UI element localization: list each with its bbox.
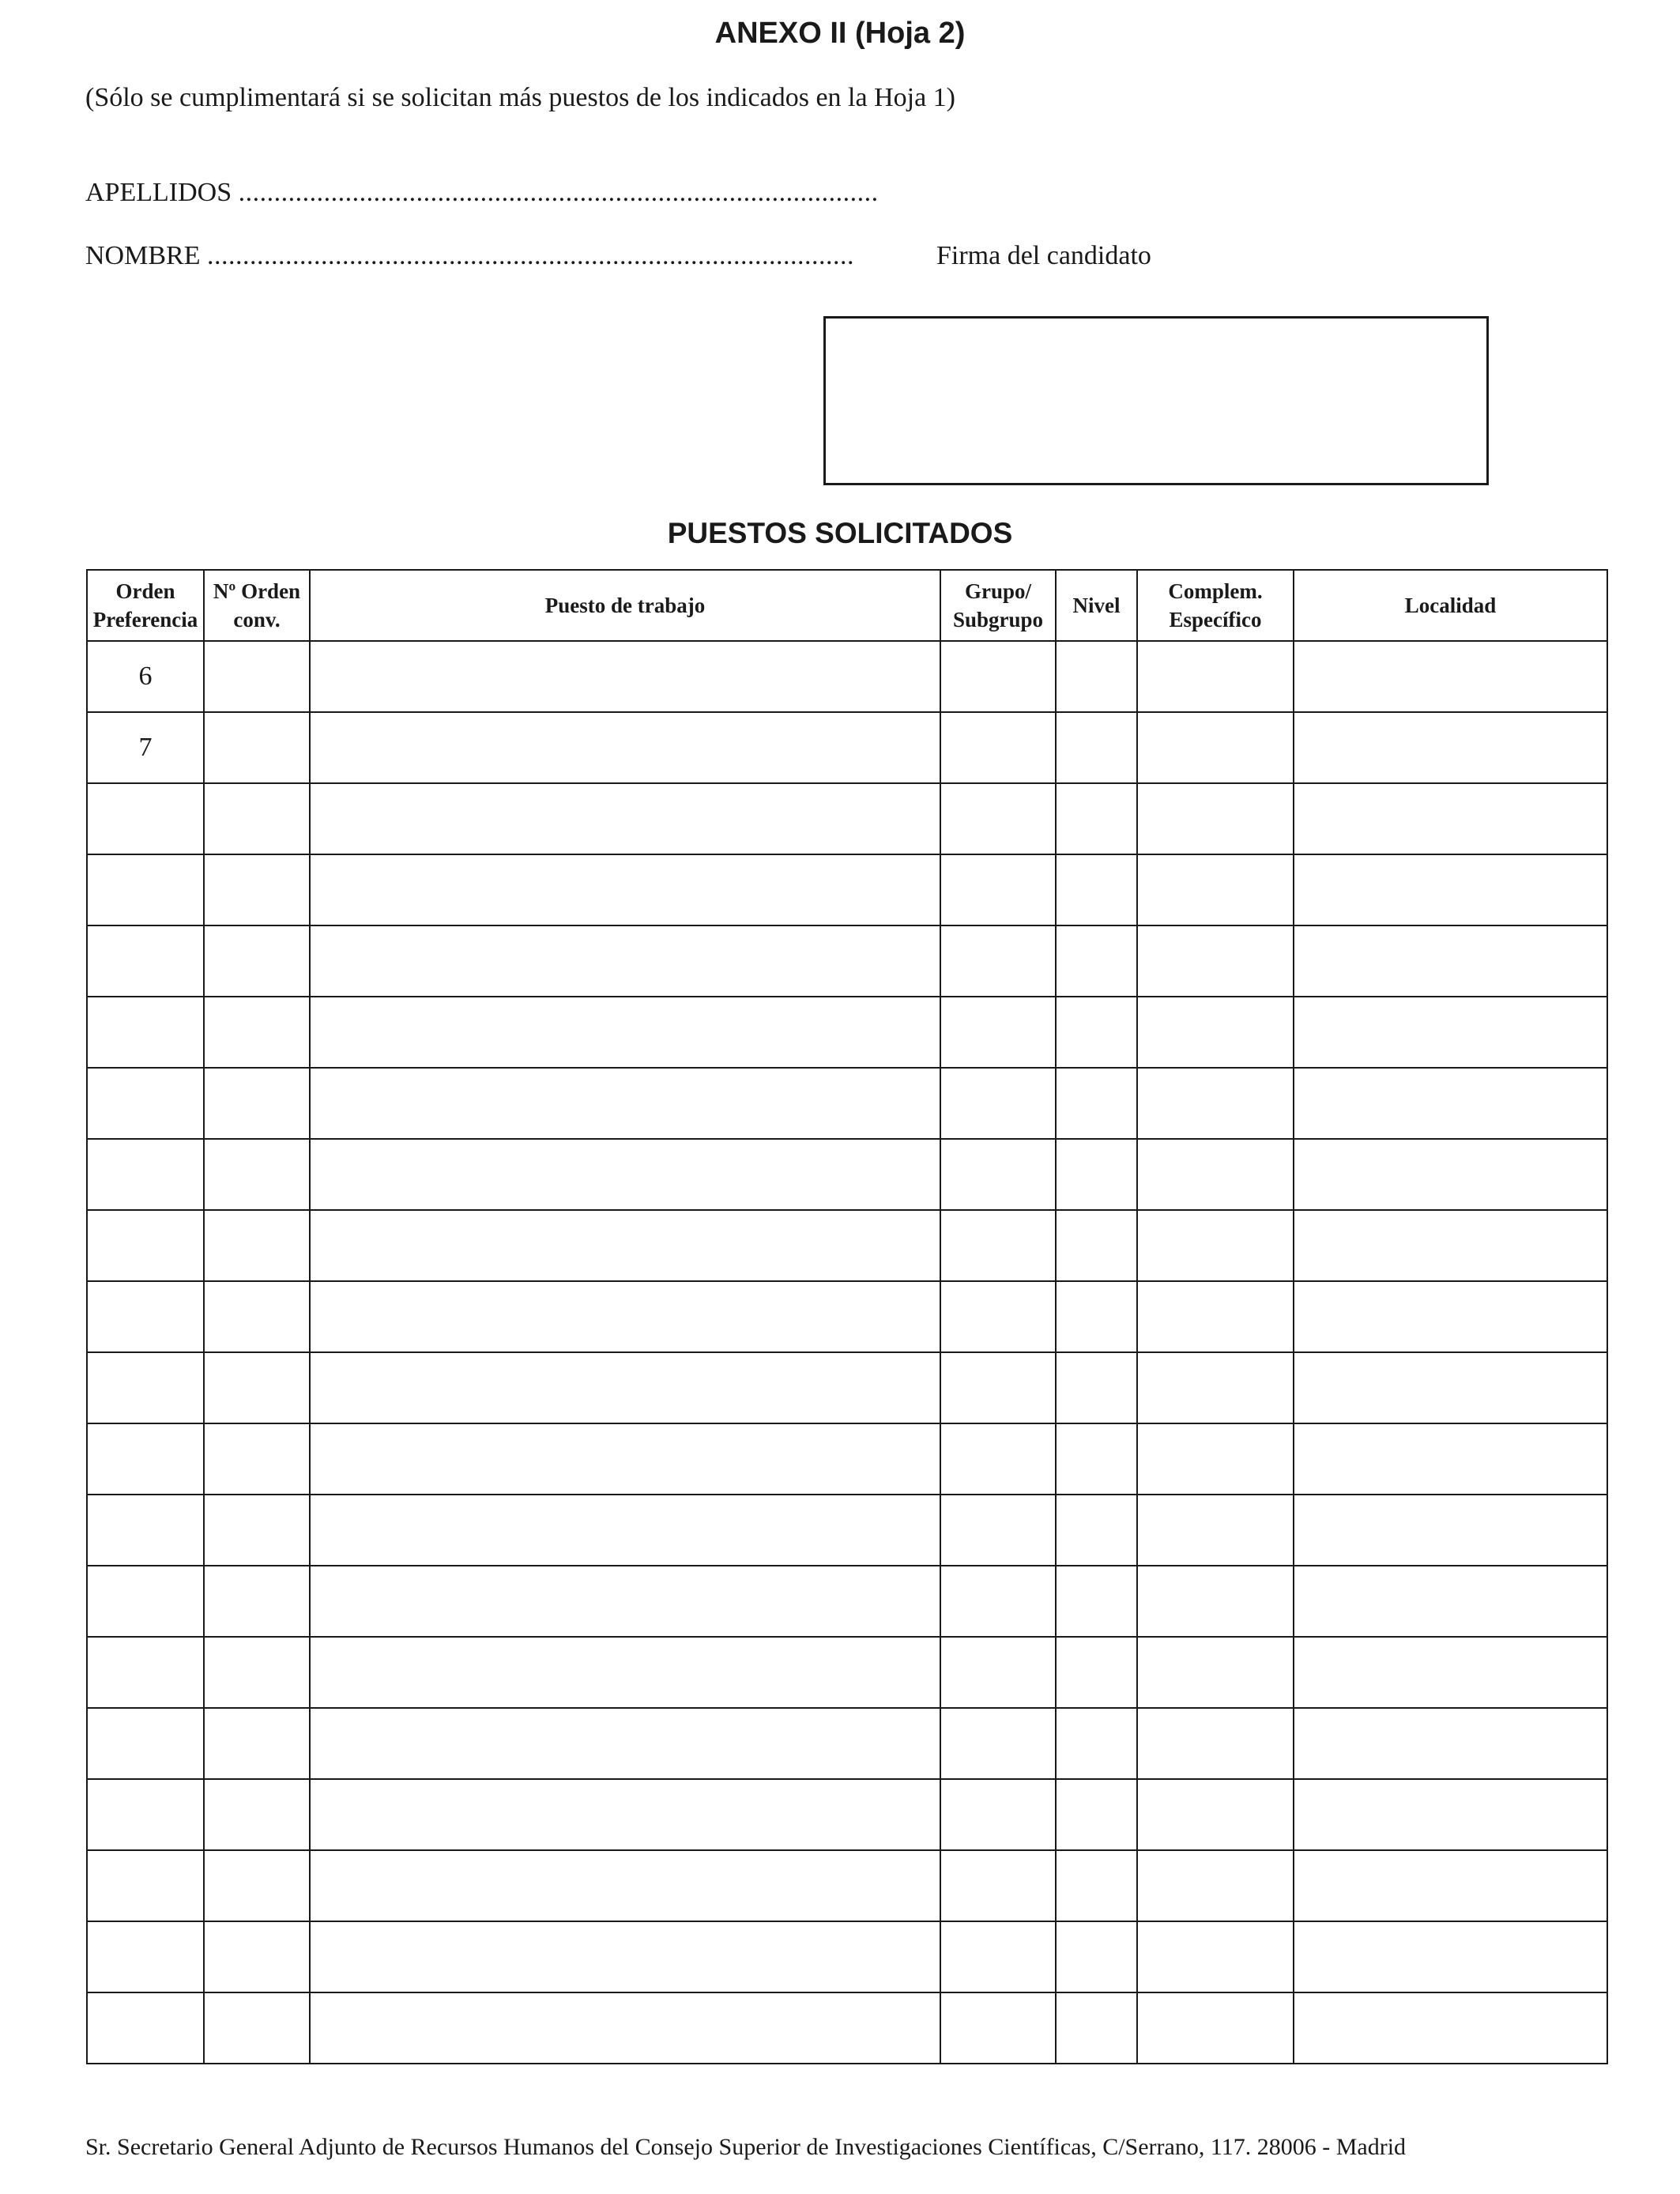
cell-n-orden-conv[interactable] [204,1139,310,1210]
cell-complem-especifico[interactable] [1137,1068,1294,1139]
table-row [87,1921,1607,1992]
cell-complem-especifico[interactable] [1137,1423,1294,1495]
cell-puesto-de-trabajo[interactable] [310,783,940,854]
cell-puesto-de-trabajo[interactable] [310,1850,940,1921]
cell-orden-preferencia[interactable] [87,1992,204,2064]
cell-nivel[interactable] [1056,1992,1137,2064]
cell-nivel[interactable] [1056,925,1137,997]
cell-orden-preferencia[interactable] [87,1708,204,1779]
cell-complem-especifico[interactable] [1137,1992,1294,2064]
header-orden-preferencia [87,570,204,641]
cell-grupo-subgrupo[interactable] [940,1779,1056,1850]
cell-nivel[interactable] [1056,1352,1137,1423]
cell-localidad[interactable] [1294,1139,1607,1210]
cell-orden-preferencia[interactable] [87,1850,204,1921]
cell-nivel[interactable] [1056,641,1137,712]
table-row [87,1139,1607,1210]
cell-puesto-de-trabajo[interactable] [310,1495,940,1566]
cell-puesto-de-trabajo[interactable] [310,1210,940,1281]
positions-table-body [87,641,1607,2064]
cell-n-orden-conv[interactable] [204,1921,310,1992]
cell-grupo-subgrupo[interactable] [940,1566,1056,1637]
cell-nivel[interactable] [1056,1139,1137,1210]
cell-puesto-de-trabajo[interactable] [310,1992,940,2064]
header-complem-line2: Específico [1169,608,1262,631]
cell-puesto-de-trabajo[interactable] [310,641,940,712]
apellidos-field[interactable] [85,174,879,212]
header-puesto-de-trabajo: Puesto de trabajo [310,570,940,641]
cell-grupo-subgrupo[interactable] [940,641,1056,712]
cell-orden-preferencia[interactable] [87,925,204,997]
nombre-label: NOMBRE [85,241,201,270]
cell-nivel[interactable] [1056,854,1137,925]
positions-table-title: PUESTOS SOLICITADOS [667,517,1013,549]
cell-puesto-de-trabajo[interactable] [310,997,940,1068]
cell-localidad[interactable] [1294,1068,1607,1139]
cell-orden-preferencia[interactable] [87,1921,204,1992]
signature-label: Firma del candidato [936,241,1151,270]
cell-localidad[interactable] [1294,1566,1607,1637]
positions-table [86,569,1608,2064]
cell-nivel[interactable] [1056,1068,1137,1139]
cell-n-orden-conv[interactable] [204,1708,310,1779]
cell-n-orden-conv[interactable] [204,1210,310,1281]
cell-complem-especifico[interactable] [1137,1779,1294,1850]
header-complem-line1: Complem. [1168,579,1263,603]
table-row [87,1068,1607,1139]
cell-localidad[interactable] [1294,712,1607,783]
cell-puesto-de-trabajo[interactable] [310,1566,940,1637]
cell-nivel[interactable] [1056,783,1137,854]
cell-localidad[interactable] [1294,997,1607,1068]
cell-grupo-subgrupo[interactable] [940,997,1056,1068]
cell-n-orden-conv[interactable] [204,1495,310,1566]
header-grupo-subgrupo [940,570,1056,641]
cell-localidad[interactable] [1294,783,1607,854]
cell-grupo-subgrupo[interactable] [940,1139,1056,1210]
cell-localidad[interactable] [1294,1708,1607,1779]
table-header-row [87,570,1607,641]
cell-complem-especifico[interactable] [1137,1566,1294,1637]
cell-n-orden-conv[interactable] [204,783,310,854]
cell-n-orden-conv[interactable] [204,1566,310,1637]
cell-localidad[interactable] [1294,1921,1607,1992]
table-row [87,854,1607,925]
cell-complem-especifico[interactable] [1137,1850,1294,1921]
cell-complem-especifico[interactable] [1137,641,1294,712]
cell-complem-especifico[interactable] [1137,854,1294,925]
cell-n-orden-conv[interactable] [204,997,310,1068]
cell-complem-especifico[interactable] [1137,1210,1294,1281]
cell-localidad[interactable] [1294,641,1607,712]
cell-orden-preferencia[interactable]: 7 [87,712,204,783]
cell-nivel[interactable] [1056,1850,1137,1921]
cell-orden-preferencia[interactable] [87,1068,204,1139]
header-n-orden-conv [204,570,310,641]
cell-puesto-de-trabajo[interactable] [310,1281,940,1352]
cell-n-orden-conv[interactable] [204,1281,310,1352]
cell-nivel[interactable] [1056,712,1137,783]
header-n-orden-conv-line1: Nº Orden [213,579,301,603]
table-row [87,1281,1607,1352]
cell-nivel[interactable] [1056,1423,1137,1495]
cell-orden-preferencia[interactable] [87,783,204,854]
cell-puesto-de-trabajo[interactable] [310,1068,940,1139]
cell-complem-especifico[interactable] [1137,1637,1294,1708]
cell-grupo-subgrupo[interactable] [940,1210,1056,1281]
table-row [87,641,1607,712]
apellidos-dotted-line: .......................................................................................... [238,178,879,207]
instruction-note: (Sólo se cumplimentará si se solicitan más puestos de los indicados en la Hoja 1) [85,83,955,112]
cell-localidad[interactable] [1294,1281,1607,1352]
cell-n-orden-conv[interactable] [204,712,310,783]
cell-localidad[interactable] [1294,1637,1607,1708]
cell-grupo-subgrupo[interactable] [940,1992,1056,2064]
cell-grupo-subgrupo[interactable] [940,712,1056,783]
signature-box[interactable] [823,316,1489,485]
cell-puesto-de-trabajo[interactable] [310,1423,940,1495]
cell-nivel[interactable] [1056,1637,1137,1708]
cell-orden-preferencia[interactable] [87,1566,204,1637]
cell-grupo-subgrupo[interactable] [940,1068,1056,1139]
cell-complem-especifico[interactable] [1137,1495,1294,1566]
cell-grupo-subgrupo[interactable] [940,1850,1056,1921]
cell-localidad[interactable] [1294,1495,1607,1566]
cell-complem-especifico[interactable] [1137,1708,1294,1779]
cell-puesto-de-trabajo[interactable] [310,712,940,783]
cell-n-orden-conv[interactable] [204,1637,310,1708]
table-row [87,1423,1607,1495]
cell-nivel[interactable] [1056,1495,1137,1566]
nombre-dotted-line: ........................................................................................... [206,241,854,270]
cell-localidad[interactable] [1294,1850,1607,1921]
cell-n-orden-conv[interactable] [204,1992,310,2064]
header-localidad: Localidad [1294,570,1607,641]
cell-orden-preferencia[interactable] [87,1210,204,1281]
table-row [87,1779,1607,1850]
cell-localidad[interactable] [1294,1210,1607,1281]
cell-grupo-subgrupo[interactable] [940,854,1056,925]
cell-orden-preferencia[interactable] [87,854,204,925]
cell-n-orden-conv[interactable] [204,1068,310,1139]
cell-puesto-de-trabajo[interactable] [310,854,940,925]
cell-complem-especifico[interactable] [1137,925,1294,997]
cell-complem-especifico[interactable] [1137,1139,1294,1210]
cell-n-orden-conv[interactable] [204,1779,310,1850]
table-row [87,1637,1607,1708]
cell-n-orden-conv[interactable] [204,1850,310,1921]
cell-orden-preferencia[interactable] [87,1423,204,1495]
cell-grupo-subgrupo[interactable] [940,1352,1056,1423]
cell-complem-especifico[interactable] [1137,997,1294,1068]
cell-nivel[interactable] [1056,1779,1137,1850]
table-row [87,1495,1607,1566]
footer-address: Sr. Secretario General Adjunto de Recursos Humanos del Consejo Superior de Investigaciones Científicas, C/Serrano, 117. 28006 - Madrid [85,2134,1407,2160]
cell-complem-especifico[interactable] [1137,712,1294,783]
cell-grupo-subgrupo[interactable] [940,1423,1056,1495]
cell-localidad[interactable] [1294,1779,1607,1850]
nombre-field[interactable] [85,237,854,275]
cell-grupo-subgrupo[interactable] [940,1708,1056,1779]
cell-orden-preferencia[interactable]: 6 [87,641,204,712]
cell-complem-especifico[interactable] [1137,1921,1294,1992]
table-row [87,712,1607,783]
cell-orden-preferencia[interactable] [87,1281,204,1352]
cell-orden-preferencia[interactable] [87,1352,204,1423]
header-orden-preferencia-line1: Orden [115,579,175,603]
cell-nivel[interactable] [1056,1210,1137,1281]
cell-puesto-de-trabajo[interactable] [310,1352,940,1423]
cell-puesto-de-trabajo[interactable] [310,1921,940,1992]
cell-grupo-subgrupo[interactable] [940,925,1056,997]
cell-n-orden-conv[interactable] [204,854,310,925]
cell-localidad[interactable] [1294,1992,1607,2064]
cell-localidad[interactable] [1294,854,1607,925]
cell-complem-especifico[interactable] [1137,1281,1294,1352]
cell-n-orden-conv[interactable] [204,925,310,997]
cell-complem-especifico[interactable] [1137,783,1294,854]
header-orden-preferencia-line2: Preferencia [92,608,198,631]
cell-nivel[interactable] [1056,997,1137,1068]
cell-puesto-de-trabajo[interactable] [310,1779,940,1850]
cell-grupo-subgrupo[interactable] [940,1495,1056,1566]
table-row [87,1708,1607,1779]
cell-grupo-subgrupo[interactable] [940,1637,1056,1708]
cell-nivel[interactable] [1056,1921,1137,1992]
header-complem-especifico [1137,570,1294,641]
header-n-orden-conv-line2: conv. [233,608,281,631]
cell-orden-preferencia[interactable] [87,1637,204,1708]
table-row [87,1992,1607,2064]
cell-nivel[interactable] [1056,1281,1137,1352]
cell-orden-preferencia[interactable] [87,1495,204,1566]
cell-grupo-subgrupo[interactable] [940,1921,1056,1992]
cell-n-orden-conv[interactable] [204,1423,310,1495]
document-title: ANEXO II (Hoja 2) [714,17,966,50]
cell-puesto-de-trabajo[interactable] [310,1708,940,1779]
table-row [87,925,1607,997]
header-grupo-line2: Subgrupo [952,608,1044,631]
cell-puesto-de-trabajo[interactable] [310,1139,940,1210]
cell-localidad[interactable] [1294,1352,1607,1423]
table-row [87,1850,1607,1921]
cell-puesto-de-trabajo[interactable] [310,1637,940,1708]
apellidos-label: APELLIDOS [85,178,232,207]
cell-grupo-subgrupo[interactable] [940,1281,1056,1352]
cell-nivel[interactable] [1056,1566,1137,1637]
table-row [87,997,1607,1068]
cell-orden-preferencia[interactable] [87,1139,204,1210]
table-row [87,1566,1607,1637]
cell-n-orden-conv[interactable] [204,641,310,712]
cell-orden-preferencia[interactable] [87,1779,204,1850]
cell-localidad[interactable] [1294,925,1607,997]
cell-orden-preferencia[interactable] [87,997,204,1068]
cell-puesto-de-trabajo[interactable] [310,925,940,997]
cell-grupo-subgrupo[interactable] [940,783,1056,854]
header-grupo-line1: Grupo/ [964,579,1032,603]
cell-nivel[interactable] [1056,1708,1137,1779]
table-row [87,1352,1607,1423]
table-row [87,1210,1607,1281]
table-row [87,783,1607,854]
cell-n-orden-conv[interactable] [204,1352,310,1423]
cell-complem-especifico[interactable] [1137,1352,1294,1423]
cell-localidad[interactable] [1294,1423,1607,1495]
header-nivel: Nivel [1056,570,1137,641]
